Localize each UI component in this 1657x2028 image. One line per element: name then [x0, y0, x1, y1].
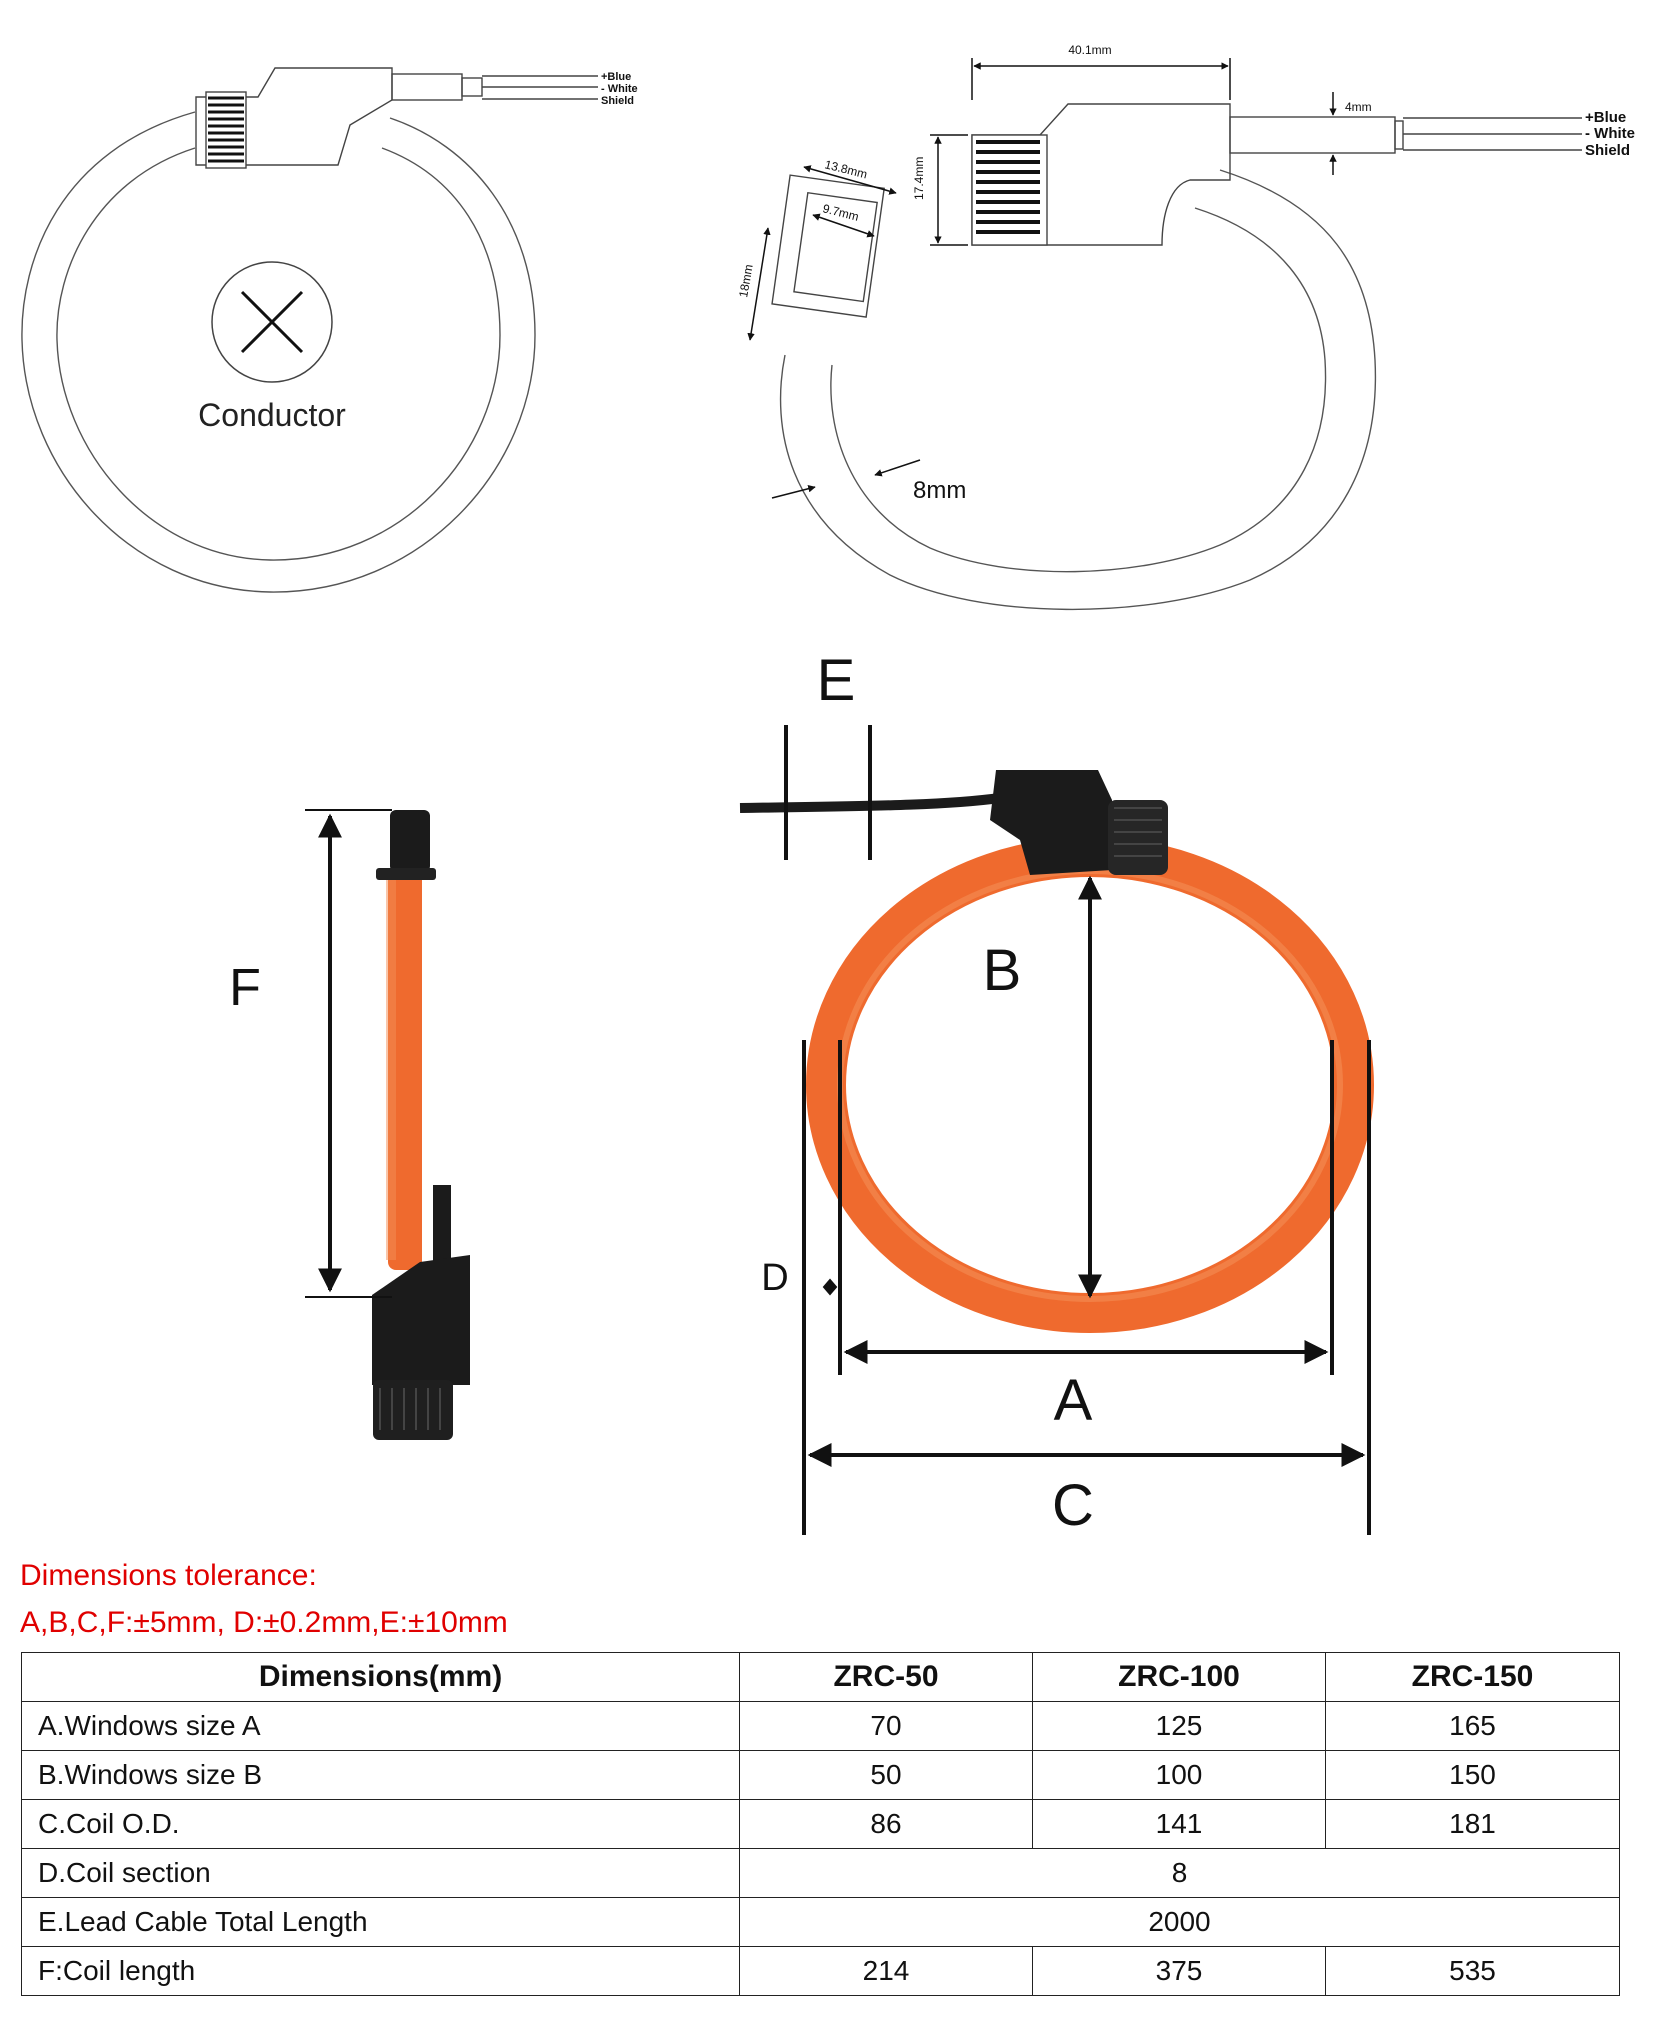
row-label: B.Windows size B [22, 1751, 740, 1800]
dim-13-label: 13.8mm [823, 157, 869, 182]
cell-value: 50 [740, 1751, 1033, 1800]
cell-value: 141 [1033, 1800, 1326, 1849]
tolerance-values: A,B,C,F:±5mm, D:±0.2mm,E:±10mm [20, 1606, 508, 1639]
dimension-F-lines [305, 810, 392, 1297]
top-right-dimension-lines [750, 58, 1333, 498]
top-right-dimension-labels [736, 43, 1372, 504]
cell-value: 150 [1326, 1751, 1620, 1800]
dim-40-label: 40.1mm [1068, 43, 1112, 57]
side-view-coil [372, 810, 470, 1440]
row-label: F:Coil length [22, 1947, 740, 1996]
cell-value-merged: 8 [740, 1849, 1620, 1898]
cell-value-merged: 2000 [740, 1898, 1620, 1947]
label-E: E [816, 648, 856, 713]
top-right-wire-labels [1585, 109, 1635, 159]
row-label: A.Windows size A [22, 1702, 740, 1751]
table-row [22, 1751, 1620, 1800]
label-F: F [229, 959, 261, 1017]
cell-value: 100 [1033, 1751, 1326, 1800]
label-D: D [761, 1257, 789, 1299]
top-left-coil-drawing [22, 68, 598, 592]
cell-value: 125 [1033, 1702, 1326, 1751]
header-zrc-100: ZRC-100 [1033, 1653, 1326, 1702]
label-C: C [1052, 1473, 1094, 1538]
dim-9-label: 9.7mm [821, 201, 861, 224]
header-zrc-50: ZRC-50 [740, 1653, 1033, 1702]
top-left-wire-labels [601, 71, 638, 107]
table-row [22, 1702, 1620, 1751]
table-header-row [22, 1653, 1620, 1702]
conductor-label: Conductor [198, 397, 346, 433]
wire-label-white: - White [601, 83, 638, 95]
table-row [22, 1947, 1620, 1996]
wire-label-blue-right: +Blue [1585, 109, 1627, 126]
table-row [22, 1898, 1620, 1947]
cell-value: 165 [1326, 1702, 1620, 1751]
row-label: D.Coil section [22, 1849, 740, 1898]
cell-value: 70 [740, 1702, 1033, 1751]
dimensions-table [21, 1652, 1620, 1996]
header-dimensions: Dimensions(mm) [22, 1653, 740, 1702]
row-label: C.Coil O.D. [22, 1800, 740, 1849]
label-A: A [1053, 1368, 1093, 1433]
wire-label-shield: Shield [601, 95, 635, 107]
wire-label-white-right: - White [1585, 125, 1635, 142]
cell-value: 86 [740, 1800, 1033, 1849]
top-right-coil-drawing [772, 104, 1582, 609]
table-row [22, 1800, 1620, 1849]
wire-label-shield-right: Shield [1585, 142, 1631, 159]
table-row [22, 1849, 1620, 1898]
dim-8-label: 8mm [913, 477, 967, 504]
dim-4-label: 4mm [1345, 100, 1372, 114]
wire-label-blue: +Blue [601, 71, 632, 83]
header-zrc-150: ZRC-150 [1326, 1653, 1620, 1702]
dim-18-label: 18mm [736, 263, 756, 299]
dim-17-label: 17.4mm [912, 156, 926, 200]
cell-value: 214 [740, 1947, 1033, 1996]
coil-photo [740, 770, 1354, 1313]
label-B: B [982, 938, 1022, 1003]
tolerance-heading: Dimensions tolerance: [20, 1559, 317, 1592]
cell-value: 375 [1033, 1947, 1326, 1996]
cell-value: 535 [1326, 1947, 1620, 1996]
cell-value: 181 [1326, 1800, 1620, 1849]
row-label: E.Lead Cable Total Length [22, 1898, 740, 1947]
